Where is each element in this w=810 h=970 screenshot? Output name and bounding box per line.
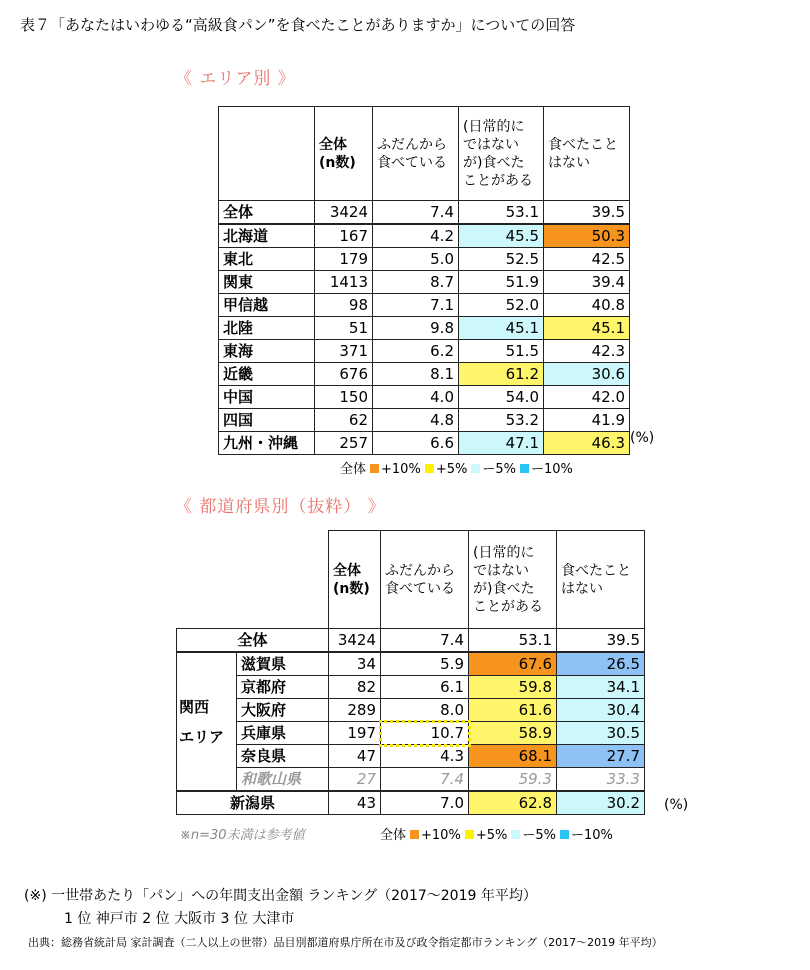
row-v2: 53.2 (459, 409, 544, 432)
row-v1: 9.8 (373, 317, 459, 340)
row-label: 北海道 (219, 224, 315, 248)
row-v1: 6.2 (373, 340, 459, 363)
row-v2: 47.1 (459, 432, 544, 455)
header-n: 全体 (n数) (315, 107, 373, 201)
group-label: 関西 エリア (177, 652, 237, 791)
row-v3: 46.3 (544, 432, 630, 455)
row-v1: 6.6 (373, 432, 459, 455)
legend-minus5: ー5% (522, 828, 556, 843)
table-row (177, 768, 645, 792)
section-title-area: 《 エリア別 》 (175, 69, 296, 89)
row-label: 甲信越 (219, 294, 315, 317)
row-v1: 7.1 (373, 294, 459, 317)
page-title: 表７「あなたはいわゆる“高級食パン”を食べたことがありますか」についての回答 (20, 16, 576, 34)
table-row (219, 294, 630, 317)
row-v2: 51.9 (459, 271, 544, 294)
row-v3: 50.3 (544, 224, 630, 248)
row-v3: 42.5 (544, 248, 630, 271)
row-label: 京都府 (237, 676, 329, 699)
niigata-v2: 62.8 (469, 791, 557, 815)
header-n: 全体 (n数) (329, 531, 381, 629)
row-label: 九州・沖縄 (219, 432, 315, 455)
table-row (219, 248, 630, 271)
total-row (177, 629, 645, 653)
legend-pref (380, 824, 613, 843)
table-row (219, 386, 630, 409)
row-n: 289 (329, 699, 381, 722)
row-v3: 45.1 (544, 317, 630, 340)
legend-swatch-plus10 (370, 464, 379, 473)
header-c3: 食べたこと はない (557, 531, 645, 629)
row-v3: 40.8 (544, 294, 630, 317)
row-v2: 45.1 (459, 317, 544, 340)
total-v3: 39.5 (557, 629, 645, 653)
total-v1: 7.4 (381, 629, 469, 653)
header-row (219, 107, 630, 201)
row-v3: 39.4 (544, 271, 630, 294)
header-c3: 食べたこと はない (544, 107, 630, 201)
niigata-label: 新潟県 (177, 791, 329, 815)
row-v3: 42.0 (544, 386, 630, 409)
legend-plus5: +5% (475, 828, 508, 843)
row-n: 1413 (315, 271, 373, 294)
legend-swatch-plus5 (425, 464, 434, 473)
row-n: 27 (329, 768, 381, 792)
row-label: 全体 (219, 201, 315, 225)
row-v1: 4.8 (373, 409, 459, 432)
row-v3: 30.6 (544, 363, 630, 386)
niigata-row (177, 791, 645, 815)
row-v2: 53.1 (459, 201, 544, 225)
row-label: 関東 (219, 271, 315, 294)
total-n: 3424 (329, 629, 381, 653)
row-label: 北陸 (219, 317, 315, 340)
row-n: 197 (329, 722, 381, 745)
legend-minus10: ー10% (570, 828, 613, 843)
row-v2: 68.1 (469, 745, 557, 768)
header-row (177, 531, 645, 629)
row-v1: 4.2 (373, 224, 459, 248)
section-title-pref: 《 都道府県別（抜粋） 》 (175, 497, 386, 517)
row-v2: 58.9 (469, 722, 557, 745)
area-table (218, 106, 630, 455)
header-blank-a (177, 531, 237, 629)
pref-table-body (177, 652, 645, 791)
row-n: 3424 (315, 201, 373, 225)
legend-area (340, 458, 573, 477)
pref-table (176, 530, 645, 815)
row-label: 東海 (219, 340, 315, 363)
row-v1: 4.0 (373, 386, 459, 409)
row-v1: 10.7 (381, 722, 469, 745)
table-row (219, 363, 630, 386)
row-n: 98 (315, 294, 373, 317)
row-n: 47 (329, 745, 381, 768)
legend-swatch-minus5 (511, 830, 520, 839)
total-row (219, 201, 630, 225)
row-v1: 7.4 (373, 201, 459, 225)
row-v1: 6.1 (381, 676, 469, 699)
row-v1: 8.1 (373, 363, 459, 386)
total-label: 全体 (177, 629, 329, 653)
row-v1: 5.0 (373, 248, 459, 271)
total-v2: 53.1 (469, 629, 557, 653)
header-c1: ふだんから 食べている (381, 531, 469, 629)
unit-label: (%) (630, 430, 655, 446)
row-v2: 52.0 (459, 294, 544, 317)
row-n: 676 (315, 363, 373, 386)
legend-plus10: +10% (421, 828, 461, 843)
row-v1: 8.7 (373, 271, 459, 294)
legend-prefix: 全体 (340, 462, 367, 477)
row-v2: 54.0 (459, 386, 544, 409)
row-v1: 7.4 (381, 768, 469, 792)
row-v3: 34.1 (557, 676, 645, 699)
row-v2: 52.5 (459, 248, 544, 271)
row-label: 兵庫県 (237, 722, 329, 745)
row-v3: 39.5 (544, 201, 630, 225)
legend-swatch-minus10 (520, 464, 529, 473)
legend-prefix: 全体 (380, 828, 407, 843)
table-row (219, 432, 630, 455)
table-row (177, 745, 645, 768)
area-table-body (219, 201, 630, 455)
header-c2: (日常的に ではない が)食べた ことがある (469, 531, 557, 629)
row-n: 150 (315, 386, 373, 409)
table-row (219, 340, 630, 363)
header-blank (219, 107, 315, 201)
row-label: 滋賀県 (237, 652, 329, 676)
row-label: 四国 (219, 409, 315, 432)
row-v2: 61.2 (459, 363, 544, 386)
header-c2: (日常的に ではない が)食べた ことがある (459, 107, 544, 201)
header-c1: ふだんから 食べている (373, 107, 459, 201)
row-label: 大阪府 (237, 699, 329, 722)
row-v2: 51.5 (459, 340, 544, 363)
table-row (219, 317, 630, 340)
row-label: 中国 (219, 386, 315, 409)
row-label: 和歌山県 (237, 768, 329, 792)
row-v2: 67.6 (469, 652, 557, 676)
footnote-source: 出典：総務省統計局 家計調査（二人以上の世帯）品目別都道府県庁所在市及び政令指定都市ランキング（2017～2019 年平均） (28, 936, 663, 949)
row-v1: 8.0 (381, 699, 469, 722)
legend-minus10: ー10% (530, 462, 573, 477)
table-row (177, 652, 645, 676)
legend-plus10: +10% (381, 462, 421, 477)
row-n: 82 (329, 676, 381, 699)
table-row (177, 722, 645, 745)
legend-swatch-plus5 (465, 830, 474, 839)
row-v3: 33.3 (557, 768, 645, 792)
row-v1: 5.9 (381, 652, 469, 676)
header-blank-b (237, 531, 329, 629)
legend-swatch-minus5 (471, 464, 480, 473)
row-label: 近畿 (219, 363, 315, 386)
niigata-v3: 30.2 (557, 791, 645, 815)
row-label: 奈良県 (237, 745, 329, 768)
row-n: 51 (315, 317, 373, 340)
row-n: 257 (315, 432, 373, 455)
legend-minus5: ー5% (482, 462, 516, 477)
row-v3: 30.4 (557, 699, 645, 722)
row-v1: 4.3 (381, 745, 469, 768)
legend-swatch-plus10 (410, 830, 419, 839)
row-n: 371 (315, 340, 373, 363)
table-row (177, 676, 645, 699)
row-n: 179 (315, 248, 373, 271)
row-v2: 59.8 (469, 676, 557, 699)
unit-label: (%) (664, 797, 689, 813)
row-v2: 45.5 (459, 224, 544, 248)
row-n: 167 (315, 224, 373, 248)
footnote-ranking: (※) 一世帯あたり「パン」への年間支出金額 ランキング（2017～2019 年平均） (24, 888, 537, 904)
niigata-n: 43 (329, 791, 381, 815)
row-label: 東北 (219, 248, 315, 271)
row-v3: 27.7 (557, 745, 645, 768)
legend-plus5: +5% (435, 462, 468, 477)
reference-note: ※n=30未満は参考値 (180, 828, 305, 843)
row-v3: 26.5 (557, 652, 645, 676)
row-v3: 42.3 (544, 340, 630, 363)
row-v2: 61.6 (469, 699, 557, 722)
row-v3: 41.9 (544, 409, 630, 432)
table-row (219, 271, 630, 294)
niigata-v1: 7.0 (381, 791, 469, 815)
row-n: 34 (329, 652, 381, 676)
table-row (219, 224, 630, 248)
row-v2: 59.3 (469, 768, 557, 792)
footnote-ranking-detail: 1 位 神戸市 2 位 大阪市 3 位 大津市 (64, 911, 295, 927)
table-row (177, 699, 645, 722)
legend-swatch-minus10 (560, 830, 569, 839)
row-n: 62 (315, 409, 373, 432)
row-v3: 30.5 (557, 722, 645, 745)
table-row (219, 409, 630, 432)
